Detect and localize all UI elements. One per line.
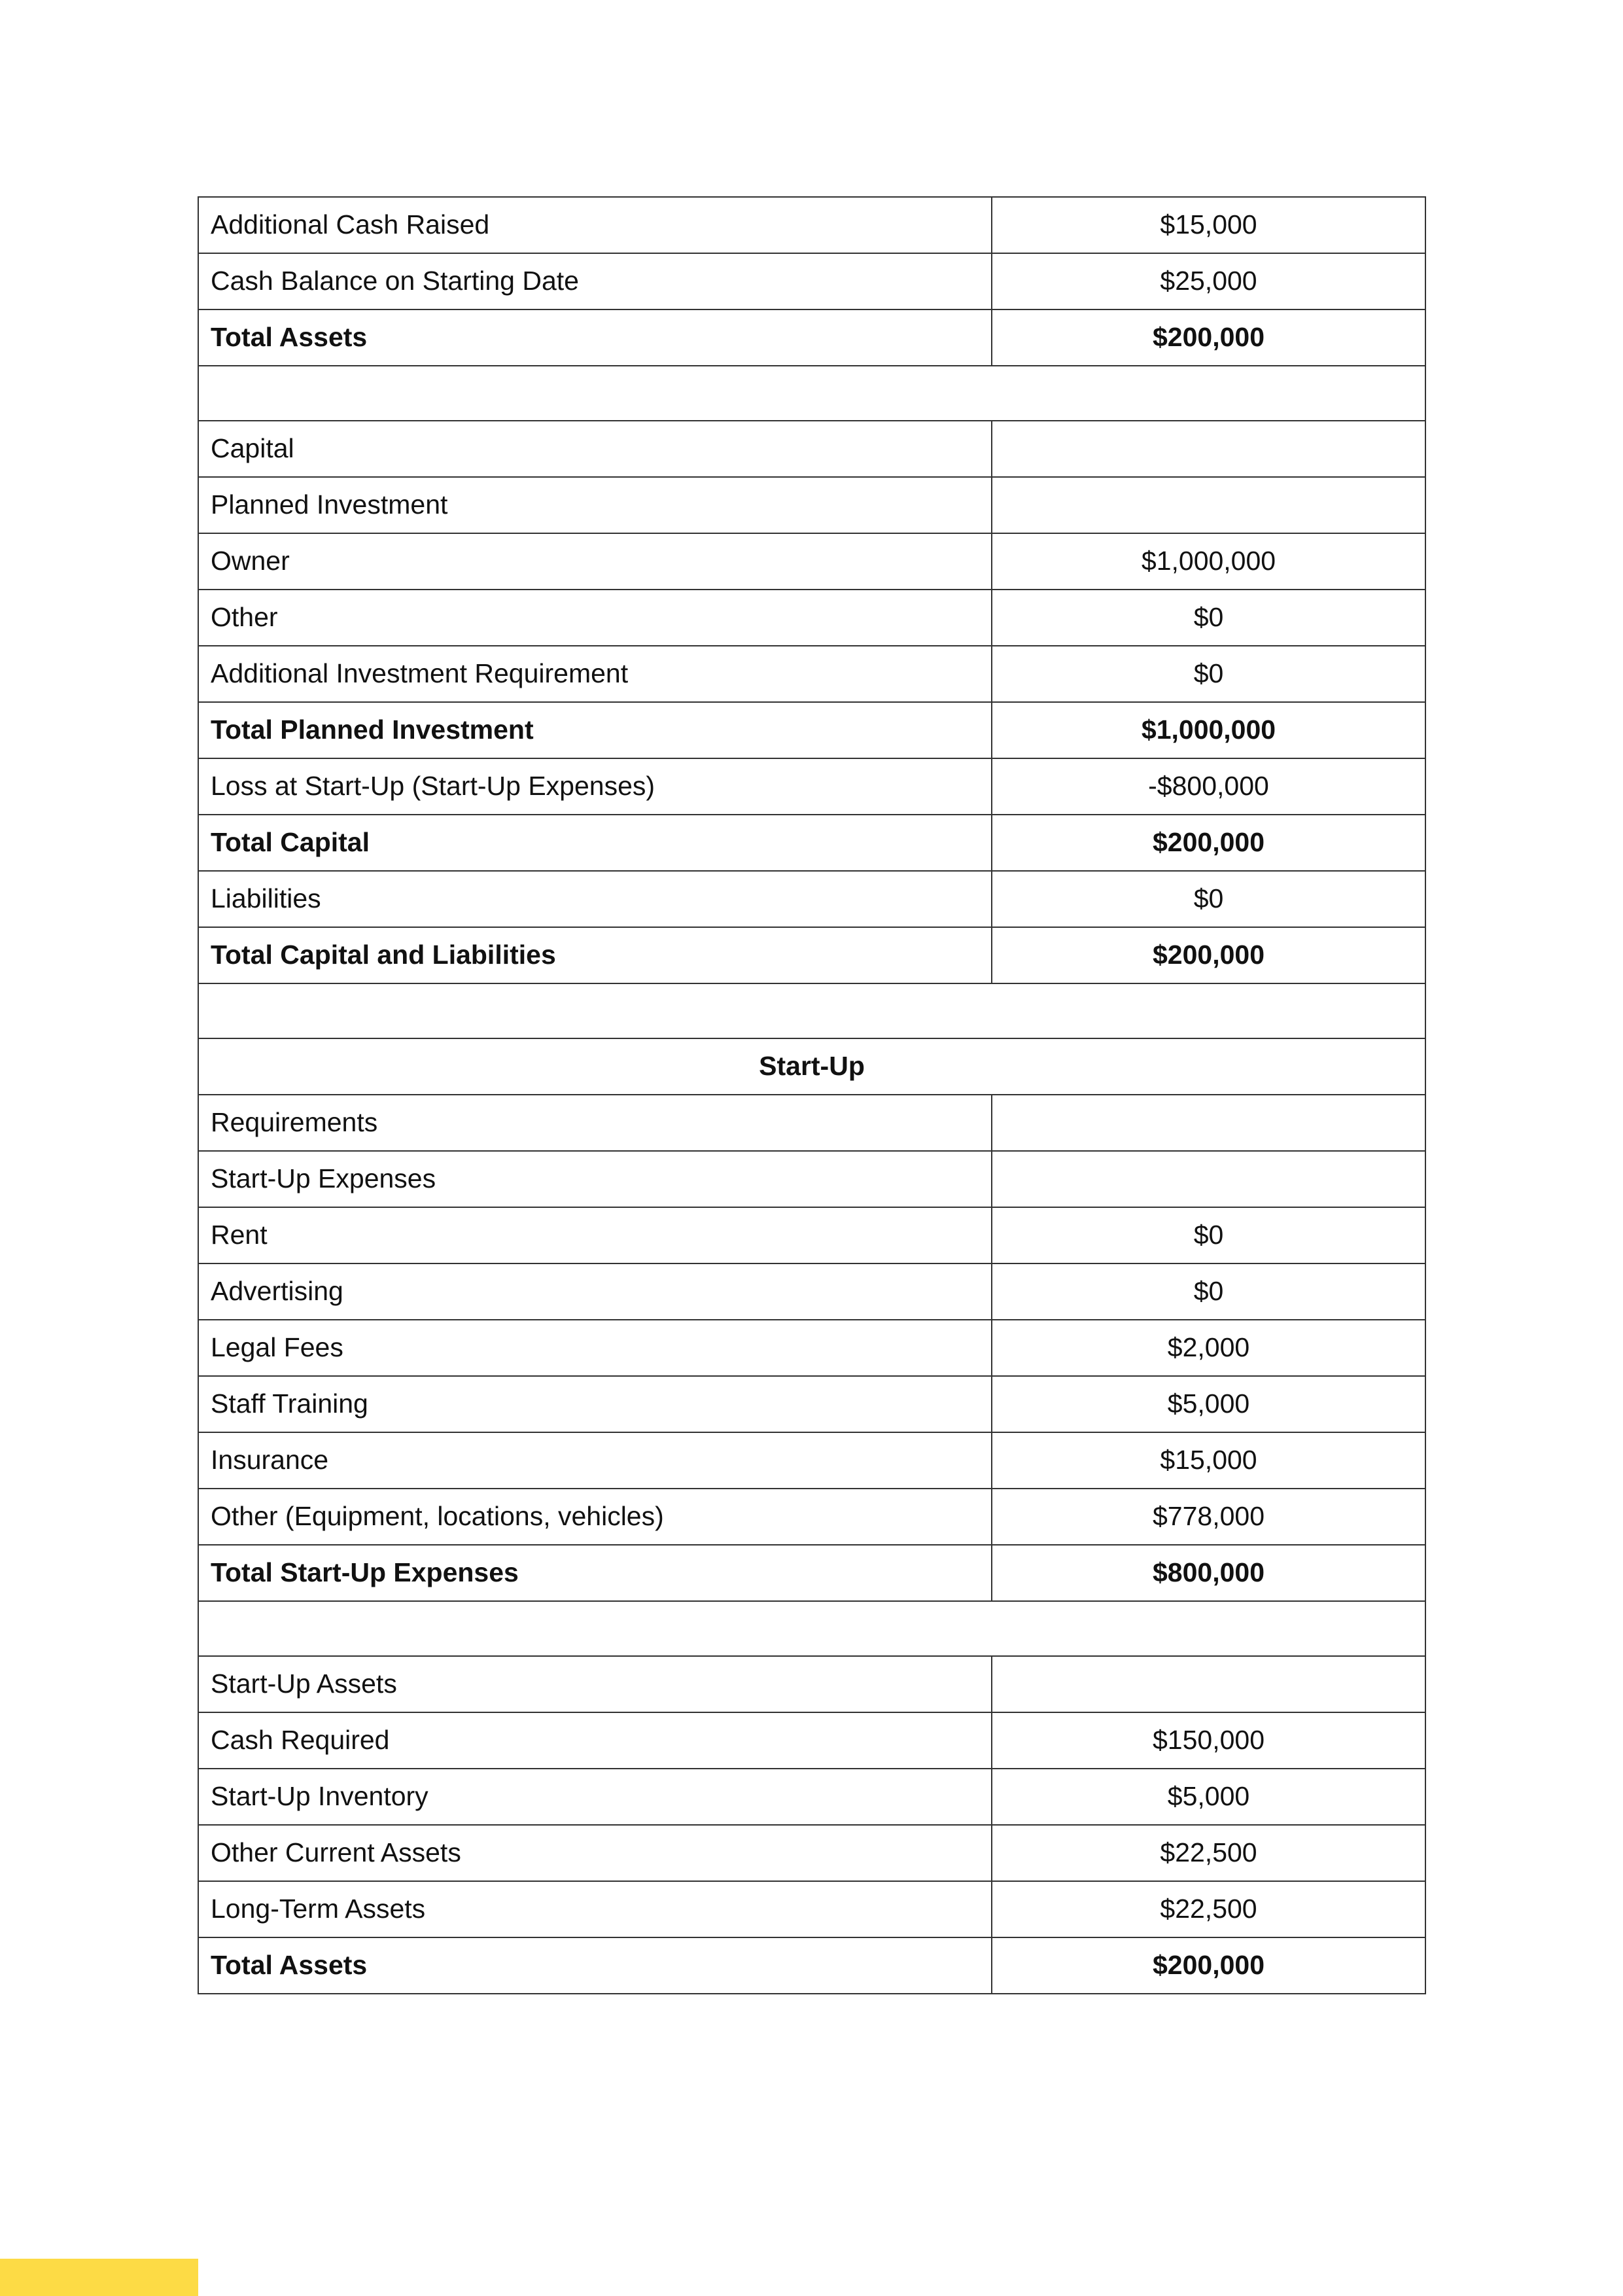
- table-row: [198, 1376, 1425, 1432]
- row-label: Legal Fees: [198, 1320, 992, 1376]
- table-row: [198, 1432, 1425, 1489]
- row-label: Total Planned Investment: [198, 702, 992, 758]
- row-value: $1,000,000: [992, 533, 1425, 590]
- table-row: [198, 758, 1425, 815]
- financial-table-body: [198, 197, 1425, 1994]
- financial-table: [198, 196, 1426, 1994]
- table-row: [198, 590, 1425, 646]
- row-value: $200,000: [992, 927, 1425, 983]
- row-value: $25,000: [992, 253, 1425, 309]
- row-value: [992, 1095, 1425, 1151]
- spacer-cell: [198, 366, 1425, 421]
- spacer-cell: [198, 983, 1425, 1038]
- table-row: [198, 1263, 1425, 1320]
- table-row: [198, 1207, 1425, 1263]
- spacer-row: [198, 366, 1425, 421]
- row-value: $15,000: [992, 1432, 1425, 1489]
- row-label: Total Assets: [198, 1937, 992, 1994]
- row-label: Start-Up Inventory: [198, 1769, 992, 1825]
- row-label: Loss at Start-Up (Start-Up Expenses): [198, 758, 992, 815]
- table-row: [198, 1656, 1425, 1712]
- row-value: $0: [992, 1207, 1425, 1263]
- table-row: [198, 253, 1425, 309]
- row-label: Staff Training: [198, 1376, 992, 1432]
- table-row: [198, 1881, 1425, 1937]
- row-value: $800,000: [992, 1545, 1425, 1601]
- row-value: -$800,000: [992, 758, 1425, 815]
- row-value: $200,000: [992, 1937, 1425, 1994]
- row-value: [992, 1656, 1425, 1712]
- table-row: [198, 1712, 1425, 1769]
- row-value: $5,000: [992, 1769, 1425, 1825]
- row-value: $0: [992, 1263, 1425, 1320]
- row-value: [992, 421, 1425, 477]
- row-label: Other (Equipment, locations, vehicles): [198, 1489, 992, 1545]
- row-value: $778,000: [992, 1489, 1425, 1545]
- row-label: Start-Up Assets: [198, 1656, 992, 1712]
- row-value: [992, 477, 1425, 533]
- row-label: Liabilities: [198, 871, 992, 927]
- row-value: $22,500: [992, 1825, 1425, 1881]
- row-label: Start-Up Expenses: [198, 1151, 992, 1207]
- table-row: [198, 1825, 1425, 1881]
- total-row: [198, 1545, 1425, 1601]
- total-row: [198, 927, 1425, 983]
- total-row: [198, 309, 1425, 366]
- row-label: Capital: [198, 421, 992, 477]
- row-label: Owner: [198, 533, 992, 590]
- footer-accent-bar: [0, 2259, 198, 2296]
- table-row: [198, 646, 1425, 702]
- total-row: [198, 815, 1425, 871]
- section-title: Start-Up: [198, 1038, 1425, 1095]
- table-row: [198, 1095, 1425, 1151]
- row-value: $15,000: [992, 197, 1425, 253]
- row-value: $200,000: [992, 815, 1425, 871]
- total-row: [198, 1937, 1425, 1994]
- row-label: Total Capital: [198, 815, 992, 871]
- row-label: Requirements: [198, 1095, 992, 1151]
- table-row: [198, 1320, 1425, 1376]
- total-row: [198, 702, 1425, 758]
- table-row: [198, 477, 1425, 533]
- table-row: [198, 1151, 1425, 1207]
- row-value: $150,000: [992, 1712, 1425, 1769]
- table-row: [198, 1489, 1425, 1545]
- table-row: [198, 1769, 1425, 1825]
- table-row: [198, 197, 1425, 253]
- row-label: Other: [198, 590, 992, 646]
- row-label: Total Capital and Liabilities: [198, 927, 992, 983]
- row-value: $200,000: [992, 309, 1425, 366]
- row-label: Other Current Assets: [198, 1825, 992, 1881]
- section-header-row: [198, 1038, 1425, 1095]
- row-label: Total Assets: [198, 309, 992, 366]
- row-label: Rent: [198, 1207, 992, 1263]
- spacer-row: [198, 1601, 1425, 1656]
- spacer-row: [198, 983, 1425, 1038]
- row-label: Long-Term Assets: [198, 1881, 992, 1937]
- row-value: $0: [992, 646, 1425, 702]
- row-value: $2,000: [992, 1320, 1425, 1376]
- row-label: Cash Balance on Starting Date: [198, 253, 992, 309]
- row-label: Cash Required: [198, 1712, 992, 1769]
- table-row: [198, 871, 1425, 927]
- row-value: $22,500: [992, 1881, 1425, 1937]
- row-label: Total Start-Up Expenses: [198, 1545, 992, 1601]
- row-value: $1,000,000: [992, 702, 1425, 758]
- row-label: Additional Investment Requirement: [198, 646, 992, 702]
- row-label: Additional Cash Raised: [198, 197, 992, 253]
- table-row: [198, 533, 1425, 590]
- row-label: Advertising: [198, 1263, 992, 1320]
- row-value: $0: [992, 590, 1425, 646]
- row-value: [992, 1151, 1425, 1207]
- row-label: Insurance: [198, 1432, 992, 1489]
- row-value: $5,000: [992, 1376, 1425, 1432]
- row-label: Planned Investment: [198, 477, 992, 533]
- spacer-cell: [198, 1601, 1425, 1656]
- row-value: $0: [992, 871, 1425, 927]
- table-row: [198, 421, 1425, 477]
